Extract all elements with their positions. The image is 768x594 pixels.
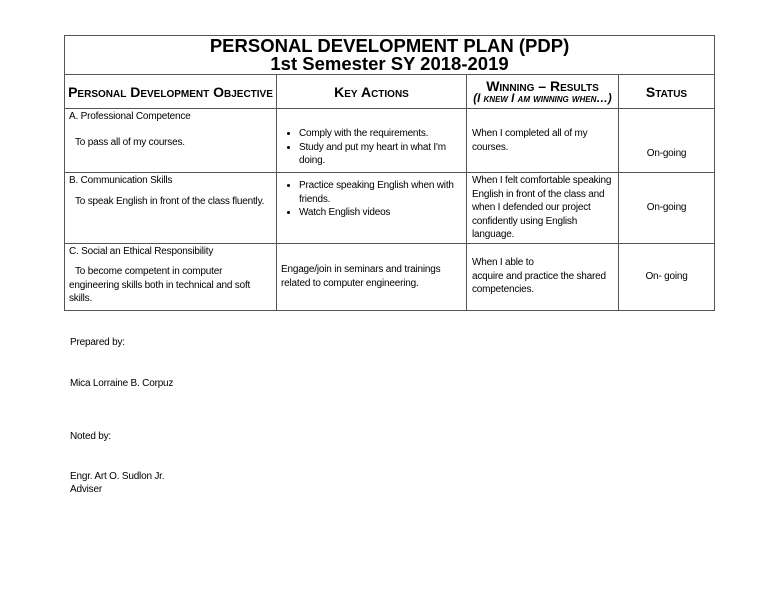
noted-label: Noted by:: [70, 431, 112, 442]
result-text: When I able to: [472, 257, 534, 269]
actions-cell: [277, 173, 467, 244]
header-winning-sub: (I knew I am winning when…): [473, 93, 612, 105]
objective-heading: C. Social an Ethical Responsibility: [69, 245, 214, 257]
objective-heading: B. Communication Skills: [69, 175, 173, 186]
result-text: When I felt comfortable speaking English in front of the class and when I defended our project confidently using English language.: [472, 175, 612, 240]
table-row: [65, 243, 715, 310]
noted-name: Engr. Art O. Sudlon Jr.: [70, 471, 165, 482]
objective-desc: To speak English in front of the class fluently.: [75, 195, 265, 207]
actions-cell: [277, 243, 467, 310]
objective-cell: [65, 243, 277, 310]
header-status: Status: [619, 75, 715, 109]
prepared-name: Mica Lorraine B. Corpuz: [70, 378, 174, 389]
status-cell: [619, 243, 715, 310]
result-cell: [467, 109, 619, 173]
title-cell: [65, 36, 715, 75]
status-cell: [619, 109, 715, 173]
result-cell: [467, 243, 619, 310]
list-item: • Comply with the requirements.: [299, 127, 466, 141]
objective-heading: A. Professional Competence: [69, 111, 191, 122]
actions-list: [277, 127, 466, 168]
objective-desc: To become competent in computer engineering skills both in technical and soft skills.: [69, 266, 251, 304]
objective-desc: To pass all of my courses.: [75, 136, 185, 148]
objective-cell: [65, 109, 277, 173]
page-title: PERSONAL DEVELOPMENT PLAN (PDP): [209, 35, 570, 56]
page-subtitle: 1st Semester SY 2018-2019: [270, 52, 509, 74]
result-text: When I completed all of my courses.: [472, 128, 588, 153]
status-badge: On-going: [646, 202, 687, 213]
header-objective: Personal Development Objective: [65, 75, 277, 109]
actions-text: Engage/join in seminars and trainings related to computer engineering.: [281, 264, 441, 289]
result-cell: [467, 173, 619, 244]
actions-cell: [277, 109, 467, 173]
header-key-actions: Key Actions: [277, 75, 467, 109]
prepared-label: Prepared by:: [70, 337, 125, 348]
objective-cell: [65, 173, 277, 244]
status-badge: On-going: [646, 147, 687, 159]
status-cell: [619, 173, 715, 244]
table-row: [65, 109, 715, 173]
list-item: • Watch English videos: [299, 206, 466, 220]
table-row: [65, 173, 715, 244]
list-item: • Study and put my heart in what I'm doing.: [299, 141, 466, 168]
list-item: • Practice speaking English when with friends.: [299, 179, 466, 206]
header-winning-results: Winning – Results (I knew I am winning when…): [467, 75, 619, 109]
pdp-table: [64, 35, 715, 311]
noted-title: Adviser: [70, 484, 102, 495]
actions-list: [277, 179, 466, 220]
result-text: acquire and practice the shared competencies.: [472, 270, 606, 296]
status-badge: On- going: [645, 270, 688, 282]
